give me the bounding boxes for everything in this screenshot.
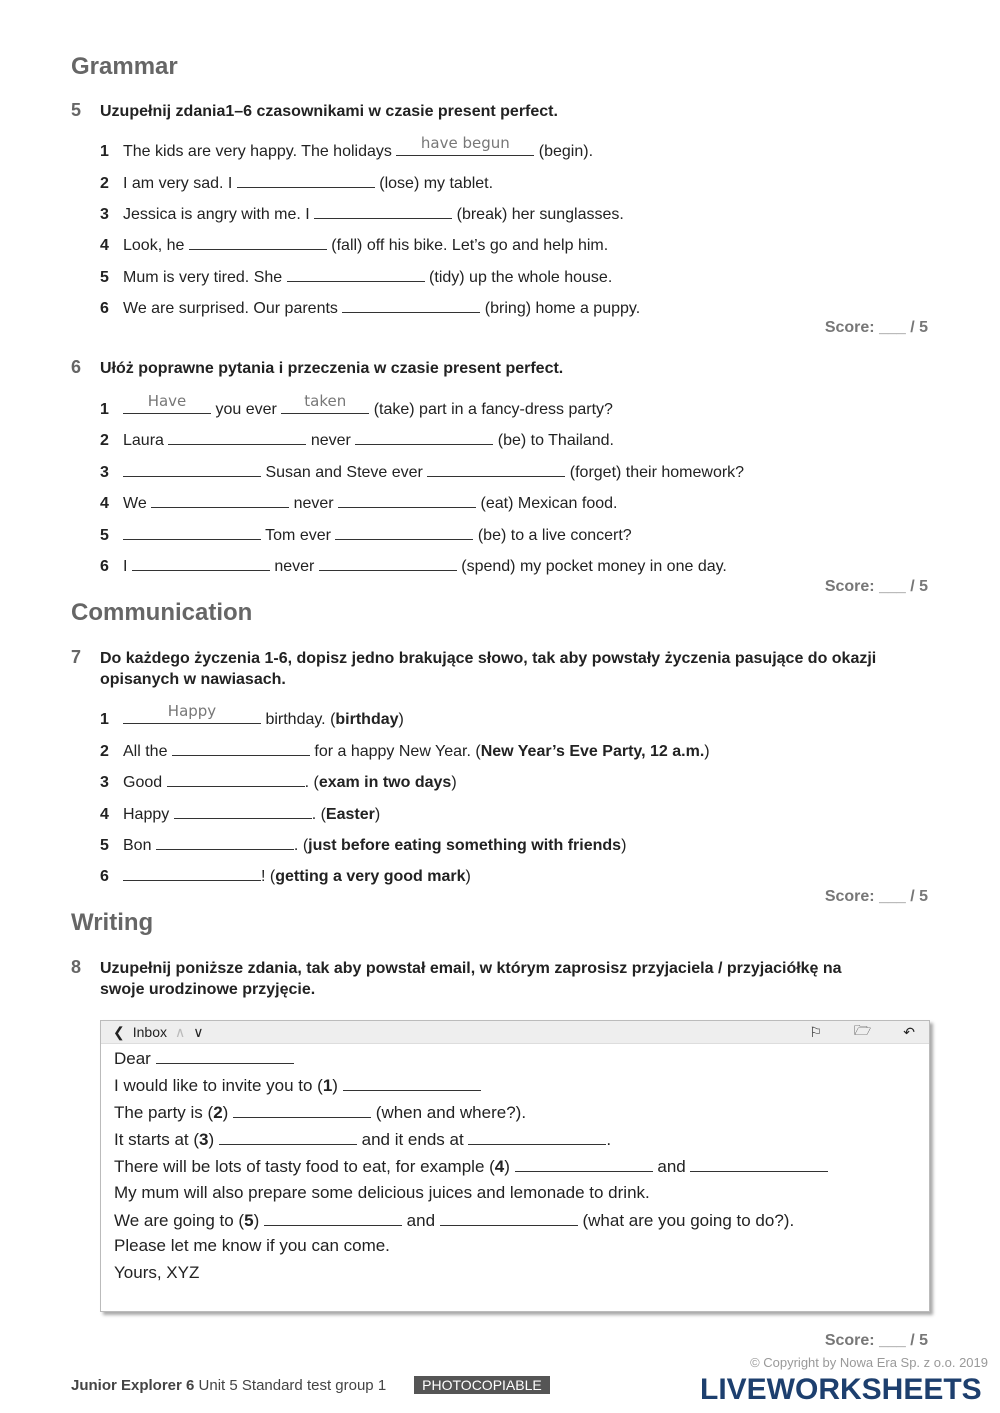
item-text: There will be lots of tasty food to eat, for example (: [114, 1157, 495, 1176]
answer-blank[interactable]: [123, 702, 261, 724]
item-text: . (: [311, 806, 326, 823]
answer-blank[interactable]: [468, 1129, 606, 1145]
email-line: [114, 1210, 794, 1231]
item-number: 2: [100, 175, 109, 192]
chevron-down-icon[interactable]: ∨: [193, 1023, 204, 1040]
unit-label: Unit 5 Standard test group 1: [194, 1377, 387, 1394]
item-text: I would like to invite you to (: [114, 1076, 323, 1095]
item-text: Happy: [123, 806, 174, 823]
item-text: (break) her sunglasses.: [452, 206, 624, 223]
item-text: ): [208, 1130, 219, 1149]
email-line: [114, 1048, 294, 1069]
exercise-item: [100, 461, 744, 482]
filled-answer: have begun: [420, 134, 510, 152]
item-number: 4: [100, 806, 109, 823]
item-bold-text: 4: [494, 1157, 505, 1176]
item-text: (be) to a live concert?: [473, 527, 632, 544]
item-text: Look, he: [123, 237, 189, 254]
inbox-label[interactable]: Inbox: [132, 1024, 167, 1040]
item-text: (begin).: [534, 143, 594, 160]
exercise-item: [100, 803, 380, 824]
item-text: for a happy New Year. (: [309, 743, 481, 760]
exercise-item: [100, 740, 710, 761]
item-text: (when and where?).: [371, 1103, 527, 1122]
item-text: (tidy) up the whole house.: [424, 269, 613, 286]
item-text: (fall) off his bike. Let’s go and help him.: [326, 237, 609, 254]
answer-blank[interactable]: [355, 429, 493, 445]
item-bold-text: getting a very good mark: [275, 868, 466, 885]
folder-icon[interactable]: 🗁: [853, 1022, 872, 1038]
item-text: ): [621, 837, 627, 854]
exercise-item: [100, 203, 624, 224]
exercise-item: [100, 172, 493, 193]
filled-answer: Have: [147, 392, 187, 410]
item-text: (spend) my pocket money in one day.: [456, 558, 727, 575]
email-line: [114, 1263, 199, 1283]
item-text: ! (: [261, 868, 276, 885]
answer-blank[interactable]: [281, 392, 369, 414]
section-heading-communication: Communication: [71, 599, 253, 626]
item-number: 2: [100, 432, 109, 449]
answer-blank[interactable]: [515, 1156, 653, 1172]
item-text: (be) to Thailand.: [493, 432, 614, 449]
flag-icon[interactable]: ⚐: [809, 1023, 822, 1040]
item-bold-text: 3: [199, 1130, 209, 1149]
item-text: ): [374, 806, 381, 823]
exercise-item: [100, 266, 612, 287]
task-title: Do każdego życzenia 1-6, dopisz jedno brakujące słowo, tak aby powstały życzenia pasujące do okazji opisanych w nawiasach.: [100, 650, 877, 688]
item-text: (bring) home a puppy.: [480, 300, 641, 317]
item-text: We are going to (: [114, 1211, 245, 1230]
item-text: Jessica is angry with me. I: [123, 206, 315, 223]
score: Score: ___ / 5: [824, 319, 928, 336]
item-text: Susan and Steve ever: [261, 464, 428, 481]
answer-blank[interactable]: [314, 203, 452, 219]
item-number: 5: [100, 527, 109, 544]
answer-blank[interactable]: [172, 740, 310, 756]
item-number: 4: [100, 237, 109, 254]
task-number: 5: [71, 100, 82, 120]
item-text: and: [652, 1157, 691, 1176]
item-text: My mum will also prepare some delicious juices and lemonade to drink.: [114, 1183, 650, 1202]
item-number: 1: [100, 143, 109, 160]
item-text: ): [704, 743, 710, 760]
item-text: ): [332, 1076, 343, 1095]
item-text: Please let me know if you can come.: [114, 1236, 390, 1255]
answer-blank[interactable]: [319, 555, 457, 571]
item-text: Tom ever: [261, 527, 336, 544]
item-number: 6: [100, 558, 109, 575]
item-number: 5: [100, 269, 109, 286]
copyright: © Copyright by Nowa Era Sp. z o.o. 2019: [750, 1355, 988, 1370]
answer-blank[interactable]: [167, 771, 305, 787]
section-heading-grammar: Grammar: [71, 53, 178, 80]
answer-blank[interactable]: [440, 1210, 578, 1226]
answer-blank[interactable]: [123, 865, 261, 881]
exercise-item: [100, 392, 613, 419]
answer-blank[interactable]: [123, 461, 261, 477]
item-text: I: [123, 558, 132, 575]
filled-answer: Happy: [167, 702, 217, 720]
answer-blank[interactable]: [156, 1048, 294, 1064]
exercise-item: [100, 134, 594, 161]
item-text: Laura: [123, 432, 169, 449]
task-number: 8: [71, 957, 82, 977]
answer-blank[interactable]: [189, 234, 327, 250]
answer-blank[interactable]: [233, 1102, 371, 1118]
chevron-up-icon[interactable]: ∧: [174, 1023, 186, 1040]
email-line: [114, 1075, 481, 1096]
exercise-item: [100, 234, 608, 255]
task-title: Ułóż poprawne pytania i przeczenia w czasie present perfect.: [100, 360, 564, 377]
item-text: . (: [293, 837, 309, 854]
book-title: Junior Explorer 6: [71, 1377, 195, 1394]
item-text: (what are you going to do?).: [577, 1211, 795, 1230]
exercise-item: [100, 429, 614, 450]
footer: [71, 1376, 550, 1395]
item-text: ): [222, 1103, 234, 1122]
item-bold-text: birthday: [335, 711, 399, 728]
reply-icon[interactable]: ↶: [903, 1023, 915, 1040]
item-number: 3: [100, 774, 109, 791]
item-text: Dear: [114, 1049, 156, 1068]
exercise-item: [100, 834, 626, 855]
item-text: The kids are very happy. The holidays: [123, 143, 397, 160]
item-text: Yours, XYZ: [114, 1263, 200, 1282]
item-text: We are surprised. Our parents: [123, 300, 343, 317]
email-line: [114, 1236, 390, 1256]
exercise-item: [100, 297, 640, 318]
answer-blank[interactable]: [237, 172, 375, 188]
item-text: and: [401, 1211, 440, 1230]
answer-blank[interactable]: [338, 492, 476, 508]
email-line: [114, 1102, 526, 1123]
answer-blank[interactable]: [156, 834, 294, 850]
answer-blank[interactable]: [151, 492, 289, 508]
answer-blank[interactable]: [427, 461, 565, 477]
item-bold-text: exam in two days: [318, 774, 452, 791]
item-bold-text: 5: [244, 1211, 254, 1230]
exercise-item: [100, 865, 471, 886]
exercise-item: [100, 524, 632, 545]
answer-blank[interactable]: [174, 803, 312, 819]
item-text: We: [123, 495, 152, 512]
item-text: The party is (: [114, 1103, 214, 1122]
exercise-item: [100, 555, 727, 576]
exercise-item: [100, 702, 404, 729]
email-line: [114, 1129, 611, 1150]
item-bold-text: 1: [322, 1076, 333, 1095]
liveworksheets-logo: LIVEWORKSHEETS: [700, 1373, 982, 1406]
item-text: never: [306, 432, 356, 449]
task-title: Uzupełnij poniższe zdania, tak aby powstał email, w którym zaprosisz przyjaciela / przyjaciółkę na swoje urodzinowe przyjęcie.: [100, 960, 842, 998]
item-text: never: [289, 495, 339, 512]
item-text: and it ends at: [356, 1130, 469, 1149]
task-number: 6: [71, 357, 82, 377]
task-number: 7: [71, 647, 82, 667]
item-bold-text: New Year’s Eve Party, 12 a.m.: [480, 743, 705, 760]
score: Score: ___ / 5: [824, 1332, 928, 1349]
item-text: Bon: [123, 837, 156, 854]
photocopiable-badge: PHOTOCOPIABLE: [414, 1376, 550, 1394]
item-text: (lose) my tablet.: [374, 175, 494, 192]
item-text: ): [504, 1157, 515, 1176]
answer-blank[interactable]: [396, 134, 534, 156]
item-text: . (: [304, 774, 319, 791]
score: Score: ___ / 5: [824, 888, 928, 905]
answer-blank[interactable]: [123, 392, 211, 414]
item-text: ): [465, 868, 471, 885]
item-number: 4: [100, 495, 109, 512]
item-bold-text: just before eating something with friends: [308, 837, 622, 854]
item-text: Good: [123, 774, 167, 791]
item-text: (forget) their homework?: [565, 464, 745, 481]
filled-answer: taken: [304, 392, 347, 410]
exercise-item: [100, 492, 617, 513]
item-text: (eat) Mexican food.: [476, 495, 618, 512]
item-text: ): [253, 1211, 264, 1230]
answer-blank[interactable]: [342, 297, 480, 313]
answer-blank[interactable]: [219, 1129, 357, 1145]
item-number: 6: [100, 300, 109, 317]
item-text: It starts at (: [114, 1130, 200, 1149]
item-number: 5: [100, 837, 109, 854]
item-bold-text: Easter: [325, 806, 375, 823]
answer-blank[interactable]: [343, 1075, 481, 1091]
item-number: 1: [100, 711, 109, 728]
item-text: ): [398, 711, 404, 728]
item-bold-text: 2: [213, 1103, 223, 1122]
item-text: All the: [123, 743, 172, 760]
exercise-item: [100, 771, 457, 792]
item-text: birthday. (: [261, 711, 336, 728]
task-title: Uzupełnij zdania1–6 czasownikami w czasie present perfect.: [100, 103, 558, 120]
item-number: 1: [100, 401, 109, 418]
email-line: [114, 1156, 828, 1177]
item-number: 6: [100, 868, 109, 885]
item-text: Mum is very tired. She: [123, 269, 287, 286]
email-line: [114, 1183, 650, 1203]
answer-blank[interactable]: [123, 524, 261, 540]
answer-blank[interactable]: [335, 524, 473, 540]
item-text: .: [606, 1130, 612, 1149]
item-number: 2: [100, 743, 109, 760]
email-window: [100, 1020, 930, 1312]
item-text: (take) part in a fancy-dress party?: [369, 401, 613, 418]
email-toolbar: [101, 1021, 929, 1044]
score: Score: ___ / 5: [824, 578, 928, 595]
answer-blank[interactable]: [690, 1156, 828, 1172]
answer-blank[interactable]: [287, 266, 425, 282]
answer-blank[interactable]: [168, 429, 306, 445]
section-heading-writing: Writing: [71, 909, 154, 936]
item-text: you ever: [211, 401, 282, 418]
back-chevron-icon[interactable]: ❮: [113, 1023, 125, 1040]
item-text: never: [269, 558, 319, 575]
answer-blank[interactable]: [264, 1210, 402, 1226]
answer-blank[interactable]: [132, 555, 270, 571]
item-text: ): [451, 774, 457, 791]
item-number: 3: [100, 464, 109, 481]
item-number: 3: [100, 206, 109, 223]
item-text: I am very sad. I: [123, 175, 237, 192]
